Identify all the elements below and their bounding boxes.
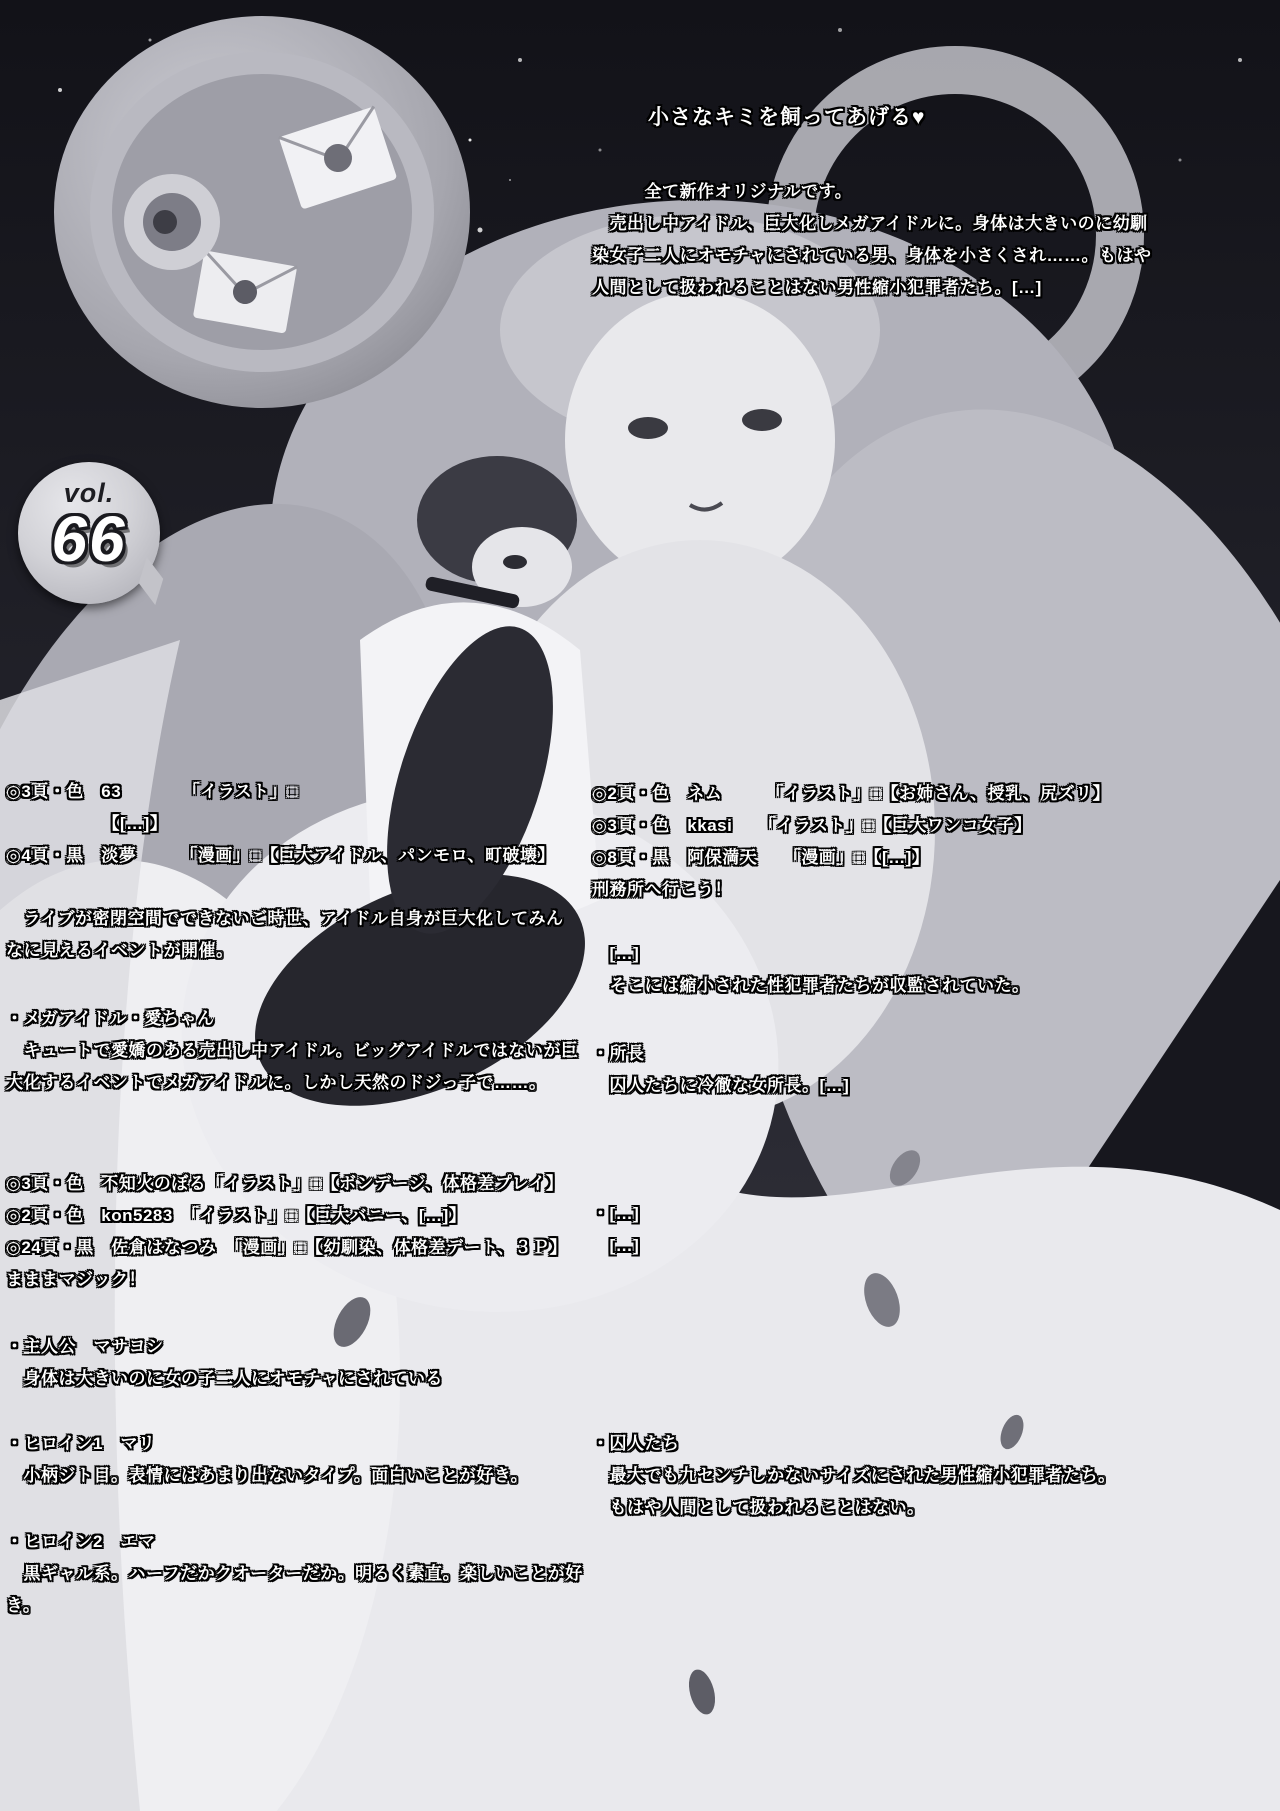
text-line: そこには縮小された性犯罪者たちが収監されていた。 [592, 976, 1030, 995]
text-line: ・ヒロイン1 マリ [6, 1434, 156, 1453]
text-line: き。 [6, 1596, 41, 1615]
intro-paragraph [592, 176, 1152, 304]
text-line: もはや人間として扱われることはない。 [592, 1498, 925, 1517]
badge-vol-label: vol. [63, 478, 115, 508]
text-line: ・メガアイドル・愛ちゃん [6, 1009, 215, 1028]
mega-idol-section [6, 1003, 578, 1099]
tagline: 小さなキミを飼ってあげる♥ [648, 106, 926, 129]
event-paragraph [6, 903, 563, 967]
text-line: ◎8頁・黒 阿保満天 「漫画」□【[…]】 [592, 848, 930, 867]
text-line: […] [592, 944, 640, 963]
prison-intro [592, 938, 1030, 1002]
badge-volume-number: 66 [51, 503, 127, 575]
mirror-tray [54, 16, 470, 408]
text-line: 黒ギャル系。ハーフだかクオーターだか。明るく素直。楽しいことが好 [6, 1564, 583, 1583]
text-line: 全て新作オリジナルです。 [592, 182, 853, 201]
text-line: なに見えるイベントが開催。 [6, 941, 234, 960]
text-line: 染女子二人にオモチャにされている男、身体を小さくされ……。もはや [592, 246, 1152, 265]
text-line: 小柄ジト目。表情にはあまり出ないタイプ。面白いことが好き。 [6, 1466, 529, 1485]
text-line: ・囚人たち [592, 1434, 680, 1453]
credits-block-bottom-left [6, 1168, 567, 1296]
text-line: ・ヒロイン2 エマ [6, 1532, 156, 1551]
text-line: 売出し中アイドル、巨大化しメガアイドルに。身体は大きいのに幼馴 [592, 214, 1148, 233]
text-line: 大化するイベントでメガアイドルに。しかし天然のドジっ子で……。 [6, 1073, 547, 1092]
text-line: ・所長 [592, 1044, 645, 1063]
heroine2-section [6, 1526, 583, 1622]
text-line: ◎3頁・色 kkasi 「イラスト」□【巨大ワンコ女子】 [592, 816, 1032, 835]
credits-block-top-left [6, 776, 555, 872]
prisoners-section [592, 1428, 1116, 1524]
warden-section [592, 1038, 849, 1102]
text-line: ・主人公 マサヨシ [6, 1337, 164, 1356]
text-line: ◎3頁・色 不知火のぼる「イラスト」□【ボンデージ、体格差プレイ】 [6, 1174, 564, 1193]
girl-eye-icon [742, 409, 782, 431]
heroine1-section [6, 1428, 528, 1492]
redacted-section [592, 1198, 639, 1262]
credits-block-right [592, 778, 1110, 906]
girl-eye-icon [628, 417, 668, 439]
protagonist-section [6, 1331, 443, 1395]
text-line: ◎2頁・色 ネム 「イラスト」□【お姉さん、授乳、尻ズリ】 [592, 784, 1111, 803]
text-line: 最大でも九センチしかないサイズにされた男性縮小犯罪者たち。 [592, 1466, 1116, 1485]
text-line: 身体は大きいのに女の子二人にオモチャにされている [6, 1369, 443, 1388]
text-line: まままマジック！ [6, 1270, 146, 1289]
text-line: ライブが密閉空間でできないご時世、アイドル自身が巨大化してみん [6, 909, 564, 928]
text-line: ◎3頁・色 63 「イラスト」□ [6, 782, 298, 801]
text-line: 刑務所へ行こう！ [592, 880, 732, 899]
text-line: ◎24頁・黒 佐倉はなつみ 「漫画」□【幼馴染、体格差デート、３Ｐ】 [6, 1238, 567, 1257]
text-line: ・[…] [592, 1204, 640, 1223]
text-line: […] [592, 1236, 640, 1255]
text-line: キュートで愛嬌のある売出し中アイドル。ビッグアイドルではないが巨 [6, 1041, 579, 1060]
volume-badge [18, 462, 160, 604]
text-line: ◎4頁・黒 淡夢 「漫画」□【巨大アイドル、パンモロ、町破壊】 [6, 846, 555, 865]
text-line: 【[…]】 [6, 814, 168, 833]
text-line: 囚人たちに冷徹な女所長。[…] [592, 1076, 850, 1095]
boy-eye-icon [503, 555, 527, 569]
text-line: ◎2頁・色 kon5283 「イラスト」□【巨大バニー、[…]】 [6, 1206, 467, 1225]
text-line: 人間として扱われることはない男性縮小犯罪者たち。[…] [592, 278, 1042, 297]
small-dish-icon [153, 210, 177, 234]
